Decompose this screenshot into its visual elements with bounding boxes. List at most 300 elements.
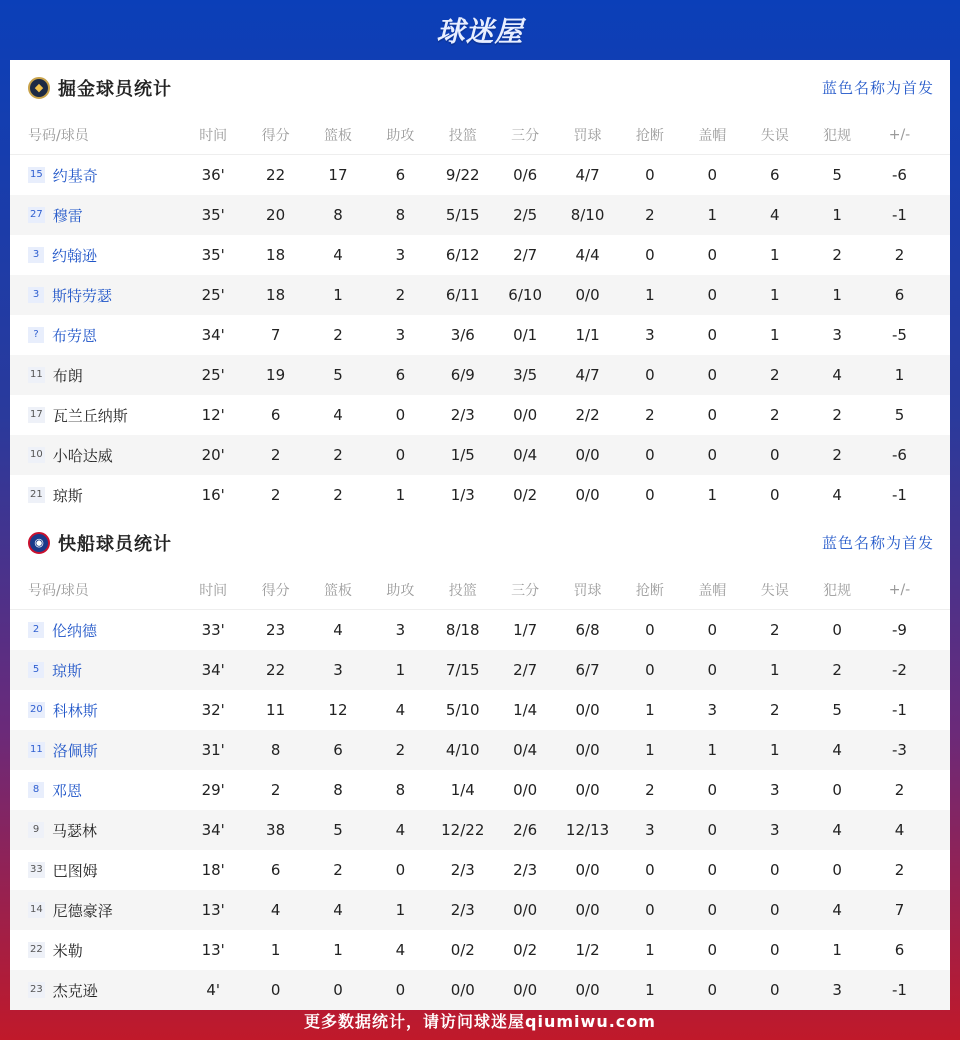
stat-cell: 2/6 — [513, 821, 538, 839]
stat-cell: 3 — [769, 821, 780, 839]
stat-cell: 22 — [266, 661, 286, 679]
stat-cell: 4 — [832, 821, 842, 839]
stat-cell: 6/7 — [575, 661, 600, 679]
stat-cell: 35' — [201, 206, 225, 224]
stat-cell: 31' — [201, 741, 225, 759]
column-header[interactable]: 得分 — [261, 582, 290, 599]
team-title-group — [28, 530, 172, 556]
stat-cell: 2 — [395, 741, 406, 759]
stat-cell: 4 — [832, 901, 842, 919]
team-title: 掘金球员统计 — [58, 78, 172, 100]
stat-cell: 1/2 — [575, 941, 600, 959]
player-cell — [10, 485, 182, 506]
stat-cell: 20 — [266, 206, 286, 224]
stat-cell: 1 — [270, 941, 281, 959]
stat-cell: 2 — [333, 861, 343, 879]
stat-cell: 8/10 — [570, 206, 605, 224]
stat-cell: 0 — [769, 941, 780, 959]
stat-cell: 2 — [645, 206, 655, 224]
jersey-number: 8 — [28, 782, 44, 798]
player-name[interactable]: 杰克逊 — [52, 981, 98, 1000]
stat-cell: 4 — [894, 821, 905, 839]
stat-cell: 5 — [832, 701, 842, 719]
stat-cell: 29' — [201, 781, 225, 799]
stat-cell: 6 — [395, 366, 406, 384]
stat-cell: 0 — [395, 446, 406, 464]
stat-cell: 0/0 — [513, 406, 538, 424]
jersey-number: 15 — [28, 167, 45, 183]
stat-cell: 0 — [707, 446, 718, 464]
player-cell — [10, 620, 182, 641]
stat-cell: 0 — [707, 821, 718, 839]
stat-cell: 5/10 — [445, 701, 480, 719]
stat-cell: 3 — [645, 326, 655, 344]
stat-cell: 1 — [707, 741, 718, 759]
stat-cell: 2 — [270, 486, 281, 504]
stat-cell: 0/2 — [513, 941, 538, 959]
stat-cell: 1 — [769, 246, 780, 264]
player-cell — [10, 860, 182, 881]
stat-cell: 0/1 — [513, 326, 538, 344]
column-header[interactable]: 罚球 — [573, 127, 602, 144]
stat-cell: 0 — [832, 861, 842, 879]
stat-cell: 6/9 — [450, 366, 475, 384]
player-cell — [10, 285, 182, 306]
player-name[interactable]: 穆雷 — [52, 206, 83, 225]
stat-cell: 0 — [395, 406, 406, 424]
column-header[interactable]: +/- — [888, 581, 911, 598]
player-name[interactable]: 洛佩斯 — [52, 741, 98, 760]
stat-cell: 6/12 — [445, 246, 480, 264]
stat-cell: 3 — [769, 781, 780, 799]
stat-cell: 5/15 — [445, 206, 480, 224]
stat-cell: 5 — [333, 821, 343, 839]
jersey-number: 14 — [28, 902, 45, 918]
player-name[interactable]: 尼德豪泽 — [52, 901, 113, 920]
stat-cell: -9 — [892, 621, 907, 639]
stat-cell: 2 — [645, 781, 655, 799]
stat-cell: 3/5 — [513, 366, 538, 384]
player-row — [10, 475, 950, 515]
stat-cell: 0 — [645, 486, 655, 504]
stat-cell: 0/0 — [575, 701, 600, 719]
stat-cell: 0/2 — [513, 486, 538, 504]
stat-cell: 6 — [894, 941, 905, 959]
stat-cell: 4 — [832, 366, 842, 384]
stat-cell: 2/7 — [513, 246, 538, 264]
stat-cell: 8 — [270, 741, 281, 759]
player-row — [10, 810, 950, 850]
column-header[interactable]: 失误 — [760, 127, 789, 144]
stat-cell: 0 — [769, 861, 780, 879]
stat-cell: 13' — [201, 901, 225, 919]
column-header: 号码/球员 — [28, 582, 89, 599]
stat-cell: 4 — [395, 941, 406, 959]
stat-cell: 6 — [769, 166, 780, 184]
stat-cell: 0 — [707, 621, 718, 639]
player-cell — [10, 820, 182, 841]
jersey-number: 27 — [28, 207, 45, 223]
stat-cell: 1/4 — [450, 781, 475, 799]
team-header — [10, 515, 950, 570]
stat-cell: 0 — [707, 901, 718, 919]
stat-cell: 25' — [201, 366, 225, 384]
stat-cell: 0 — [707, 286, 718, 304]
stat-cell: 0 — [333, 981, 343, 999]
column-header[interactable]: 篮板 — [323, 127, 352, 144]
stat-cell: 0/0 — [575, 286, 600, 304]
stat-cell: -6 — [892, 166, 907, 184]
column-header[interactable]: 犯规 — [823, 582, 852, 599]
player-cell — [10, 245, 182, 266]
stat-cell: 17 — [328, 166, 348, 184]
stat-cell: 0 — [769, 981, 780, 999]
column-header[interactable]: +/- — [888, 126, 911, 143]
stat-cell: 0 — [707, 981, 718, 999]
player-row — [10, 850, 950, 890]
stat-cell: 6 — [270, 406, 281, 424]
stat-cell: 2 — [769, 406, 780, 424]
footer-banner — [0, 1000, 960, 1040]
stat-cell: 1 — [894, 366, 905, 384]
column-header[interactable]: 抢断 — [635, 127, 664, 144]
stat-cell: 7 — [270, 326, 281, 344]
jersey-number: 3 — [28, 247, 44, 263]
starter-legend-note: 蓝色名称为首发 — [821, 79, 934, 97]
stat-cell: 4/7 — [575, 166, 600, 184]
stat-cell: 3 — [707, 701, 718, 719]
stat-cell: 34' — [201, 661, 225, 679]
stat-cell: 8 — [395, 206, 406, 224]
player-name[interactable]: 瓦兰丘纳斯 — [52, 406, 128, 425]
stat-cell: 1/1 — [575, 326, 600, 344]
player-row — [10, 155, 950, 195]
stat-cell: 18' — [201, 861, 225, 879]
stat-cell: 18 — [266, 286, 286, 304]
stat-cell: 1 — [645, 941, 655, 959]
jersey-number: 3 — [28, 287, 44, 303]
stat-cell: 4 — [333, 901, 343, 919]
stat-cell: 2 — [333, 486, 343, 504]
stat-cell: 2 — [270, 781, 281, 799]
stat-cell: 5 — [333, 366, 343, 384]
stat-cell: 11 — [266, 701, 286, 719]
stat-cell: 2 — [832, 406, 842, 424]
column-header[interactable]: 失误 — [760, 582, 789, 599]
stat-cell: 2/7 — [513, 661, 538, 679]
jersey-number: 2 — [28, 622, 44, 638]
player-row — [10, 690, 950, 730]
jersey-number: ? — [28, 327, 44, 343]
stat-cell: 0 — [645, 621, 655, 639]
column-header[interactable]: 时间 — [199, 127, 228, 144]
stat-cell: 8/18 — [445, 621, 480, 639]
stat-cell: 2/2 — [575, 406, 600, 424]
stat-cell: 0/0 — [575, 486, 600, 504]
player-row — [10, 730, 950, 770]
stat-cell: 3 — [832, 326, 842, 344]
stat-cell: 8 — [333, 781, 343, 799]
column-header[interactable]: 篮板 — [323, 582, 352, 599]
player-row — [10, 890, 950, 930]
stat-cell: 0 — [707, 941, 718, 959]
stat-cell: 8 — [395, 781, 406, 799]
player-name[interactable]: 米勒 — [52, 941, 83, 960]
jersey-number: 5 — [28, 662, 44, 678]
stat-cell: 2/5 — [513, 206, 538, 224]
stat-cell: 0 — [769, 446, 780, 464]
stat-cell: 2/3 — [450, 406, 475, 424]
stat-cell: 2 — [894, 246, 905, 264]
player-row — [10, 395, 950, 435]
stat-cell: 0/0 — [575, 446, 600, 464]
stat-cell: 2 — [769, 701, 780, 719]
column-header[interactable]: 时间 — [199, 582, 228, 599]
stat-cell: 2/3 — [513, 861, 538, 879]
stat-cell: -1 — [892, 486, 907, 504]
stat-cell: 4 — [395, 701, 406, 719]
column-header[interactable]: 助攻 — [386, 582, 415, 599]
team-section — [10, 515, 950, 1010]
stat-cell: 0 — [832, 621, 842, 639]
stat-cell: 4 — [769, 206, 780, 224]
column-header[interactable]: 三分 — [511, 127, 540, 144]
stat-cell: 2 — [894, 781, 905, 799]
jersey-number: 9 — [28, 822, 44, 838]
column-header-row — [10, 115, 950, 155]
stat-cell: 0 — [645, 166, 655, 184]
player-row — [10, 770, 950, 810]
player-cell — [10, 780, 182, 801]
stat-cell: 1 — [707, 486, 718, 504]
player-name[interactable]: 布朗 — [52, 366, 83, 385]
column-header: 号码/球员 — [28, 127, 89, 144]
stat-cell: 0 — [707, 166, 718, 184]
stat-cell: 34' — [201, 821, 225, 839]
stat-cell: 2 — [769, 366, 780, 384]
stat-cell: 6 — [270, 861, 281, 879]
stats-panel — [10, 60, 950, 1000]
stat-cell: 32' — [201, 701, 225, 719]
nuggets-logo-icon: ◆ — [28, 77, 50, 99]
player-name[interactable]: 伦纳德 — [52, 621, 98, 640]
stat-cell: 6 — [894, 286, 905, 304]
stat-cell: 25' — [201, 286, 225, 304]
player-name[interactable]: 布劳恩 — [52, 326, 98, 345]
stat-cell: 1 — [707, 206, 718, 224]
stat-cell: 35' — [201, 246, 225, 264]
stat-cell: 4 — [333, 246, 343, 264]
stat-cell: 0/0 — [450, 981, 475, 999]
stat-cell: 0/0 — [575, 861, 600, 879]
stat-cell: 8 — [333, 206, 343, 224]
stat-cell: 0 — [707, 661, 718, 679]
player-cell — [10, 740, 182, 761]
stat-cell: 1 — [832, 206, 842, 224]
player-cell — [10, 365, 182, 386]
stat-cell: 3 — [333, 661, 343, 679]
stat-cell: 1/4 — [513, 701, 538, 719]
stat-cell: 2 — [333, 326, 343, 344]
stat-cell: 4/7 — [575, 366, 600, 384]
stat-cell: 0 — [395, 981, 406, 999]
stat-cell: 0 — [645, 366, 655, 384]
jersey-number: 11 — [28, 367, 45, 383]
stat-cell: 2 — [270, 446, 281, 464]
column-header[interactable]: 犯规 — [823, 127, 852, 144]
stat-cell: 0 — [645, 901, 655, 919]
stat-cell: 23 — [266, 621, 286, 639]
stat-cell: 2 — [894, 861, 905, 879]
player-name[interactable]: 琼斯 — [52, 486, 83, 505]
stat-cell: 2/3 — [450, 901, 475, 919]
player-name[interactable]: 邓恩 — [52, 781, 83, 800]
column-header[interactable]: 罚球 — [573, 582, 602, 599]
stat-cell: 0 — [645, 661, 655, 679]
footer-text[interactable]: 更多数据统计，请访问球迷屋qiumiwu.com — [304, 1011, 656, 1031]
stat-cell: 0 — [769, 486, 780, 504]
stat-cell: 4' — [206, 981, 221, 999]
stat-cell: 1 — [395, 661, 406, 679]
stat-cell: 0 — [707, 781, 718, 799]
player-cell — [10, 660, 182, 681]
stat-cell: 1/7 — [513, 621, 538, 639]
stat-cell: 1 — [832, 941, 842, 959]
player-name[interactable]: 约翰逊 — [52, 246, 98, 265]
stat-cell: 1 — [832, 286, 842, 304]
column-header-row — [10, 570, 950, 610]
player-row — [10, 610, 950, 650]
stat-cell: 3 — [395, 326, 406, 344]
stat-cell: 3 — [395, 246, 406, 264]
stat-cell: 1 — [333, 286, 343, 304]
stat-cell: 0 — [270, 981, 281, 999]
stat-cell: 4 — [270, 901, 281, 919]
stat-cell: -6 — [892, 446, 907, 464]
player-name[interactable]: 马瑟林 — [52, 821, 98, 840]
stat-cell: 0 — [707, 861, 718, 879]
player-cell — [10, 980, 182, 1001]
stat-cell: 33' — [201, 621, 225, 639]
player-name[interactable]: 科林斯 — [52, 701, 98, 720]
stat-cell: 0 — [645, 446, 655, 464]
player-name[interactable]: 斯特劳瑟 — [52, 286, 113, 305]
player-cell — [10, 445, 182, 466]
stat-cell: 4 — [832, 486, 842, 504]
column-header[interactable]: 投篮 — [448, 582, 477, 599]
stat-cell: 20' — [201, 446, 225, 464]
player-row — [10, 435, 950, 475]
player-cell — [10, 205, 182, 226]
player-cell — [10, 325, 182, 346]
stat-cell: 2 — [832, 661, 842, 679]
stat-cell: -2 — [892, 661, 907, 679]
stat-cell: 1 — [645, 286, 655, 304]
stat-cell: 4 — [333, 621, 343, 639]
stat-cell: 3 — [395, 621, 406, 639]
stat-cell: 3 — [645, 821, 655, 839]
stat-cell: 1 — [769, 326, 780, 344]
stat-cell: 0/0 — [575, 741, 600, 759]
jersey-number: 21 — [28, 487, 45, 503]
column-header[interactable]: 投篮 — [448, 127, 477, 144]
player-cell — [10, 165, 182, 186]
team-header — [10, 60, 950, 115]
stat-cell: 1 — [769, 286, 780, 304]
stat-cell: 6 — [333, 741, 343, 759]
jersey-number: 33 — [28, 862, 45, 878]
column-header[interactable]: 抢断 — [635, 582, 664, 599]
stat-cell: 13' — [201, 941, 225, 959]
stat-cell: 16' — [201, 486, 225, 504]
player-name[interactable]: 约基奇 — [52, 166, 98, 185]
stat-cell: 2 — [645, 406, 655, 424]
stat-cell: 0 — [645, 861, 655, 879]
stat-cell: 2 — [769, 621, 780, 639]
stat-cell: 1 — [333, 941, 343, 959]
stat-cell: 0/6 — [513, 166, 538, 184]
stat-cell: 3 — [832, 981, 842, 999]
stat-cell: 0/0 — [513, 901, 538, 919]
stat-cell: 6/10 — [508, 286, 542, 304]
player-cell — [10, 700, 182, 721]
player-name[interactable]: 巴图姆 — [52, 861, 98, 880]
site-logo[interactable]: 球迷屋 — [436, 15, 524, 48]
stat-cell: 1 — [645, 741, 655, 759]
column-header[interactable]: 盖帽 — [698, 127, 727, 144]
stat-cell: 34' — [201, 326, 225, 344]
stat-cell: 1 — [769, 741, 780, 759]
stat-cell: 12/13 — [565, 821, 610, 839]
stat-cell: 1/5 — [450, 446, 475, 464]
player-name[interactable]: 琼斯 — [52, 661, 83, 680]
jersey-number: 22 — [28, 942, 45, 958]
column-header[interactable]: 得分 — [261, 127, 290, 144]
stat-cell: 4 — [832, 741, 842, 759]
stat-cell: 0/0 — [575, 901, 600, 919]
column-header[interactable]: 助攻 — [386, 127, 415, 144]
stat-cell: 1 — [769, 661, 780, 679]
stat-cell: -1 — [892, 981, 907, 999]
stat-cell: 9/22 — [445, 166, 480, 184]
stat-cell: 12' — [201, 406, 225, 424]
stat-cell: 2 — [333, 446, 343, 464]
stat-cell: 7 — [894, 901, 905, 919]
stat-cell: 1 — [395, 486, 406, 504]
stat-cell: 7/15 — [445, 661, 480, 679]
stat-cell: -3 — [892, 741, 907, 759]
stat-cell: 5 — [832, 166, 842, 184]
column-header[interactable]: 三分 — [511, 582, 540, 599]
stat-cell: 0/0 — [575, 781, 600, 799]
jersey-number: 11 — [28, 742, 45, 758]
stat-cell: -5 — [892, 326, 907, 344]
player-cell — [10, 900, 182, 921]
jersey-number: 10 — [28, 447, 45, 463]
stat-cell: 4/4 — [575, 246, 600, 264]
stat-cell: 36' — [201, 166, 225, 184]
player-row — [10, 195, 950, 235]
player-name[interactable]: 小哈达威 — [52, 446, 113, 465]
stat-cell: 0 — [707, 406, 718, 424]
stat-cell: 18 — [266, 246, 286, 264]
stat-cell: 0 — [707, 326, 718, 344]
column-header[interactable]: 盖帽 — [698, 582, 727, 599]
player-row — [10, 235, 950, 275]
stat-cell: 1/3 — [450, 486, 475, 504]
stat-cell: 2/3 — [450, 861, 475, 879]
stat-cell: 12 — [328, 701, 348, 719]
